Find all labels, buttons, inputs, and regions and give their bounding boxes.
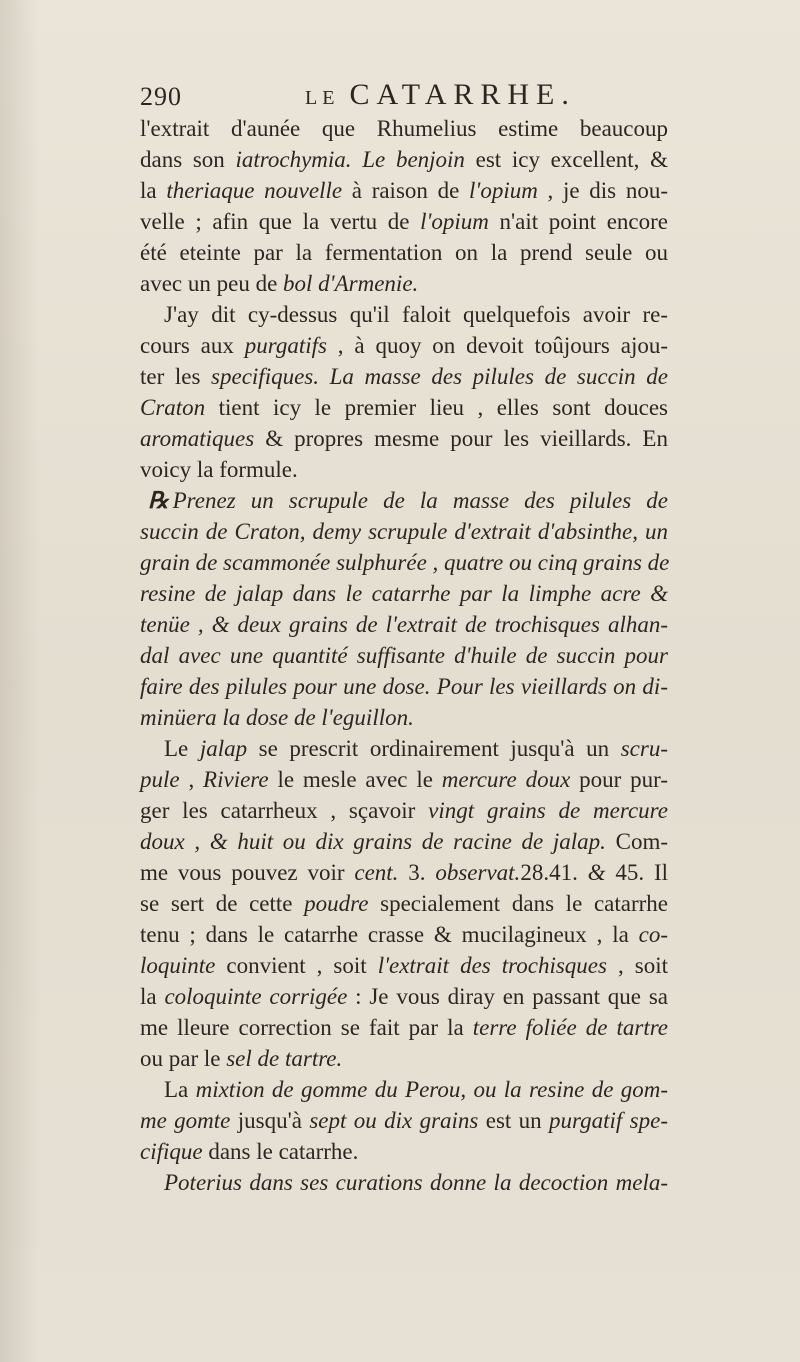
text-span: se prescrit ordinairement jusqu'à un — [247, 736, 621, 761]
text-span: voicy la formule. — [140, 457, 298, 482]
text-span: & propres mesme pour les vieillards. En — [254, 426, 668, 451]
text-line — [140, 950, 668, 981]
text-span: : Je vous diray en passant que sa — [347, 984, 668, 1009]
italic-text: terre foliée de tartre — [472, 1015, 669, 1040]
text-line — [140, 175, 668, 206]
text-line — [140, 981, 668, 1012]
text-line — [140, 795, 668, 826]
text-span: ou par le — [140, 1046, 227, 1071]
text-line — [140, 237, 668, 268]
text-line — [140, 1105, 668, 1136]
text-span — [352, 147, 363, 172]
text-line — [140, 330, 668, 361]
text-line — [140, 299, 668, 330]
text-span: la — [140, 984, 165, 1009]
italic-text: sept ou dix grains — [309, 1108, 479, 1133]
text-span: à raison de — [342, 178, 470, 203]
text-span: me vous pouvez voir — [140, 860, 355, 885]
page-body-text — [140, 113, 668, 1198]
text-span: jusqu'à — [230, 1108, 310, 1133]
italic-text: purgatifs — [244, 333, 327, 358]
text-line — [140, 733, 668, 764]
text-span: , à quoy on devoit toûjours ajou- — [326, 333, 668, 358]
text-span: cours aux — [140, 333, 245, 358]
page-number: 290 — [140, 82, 182, 111]
italic-text: dal avec une quantité suffisante d'huile de succin pour — [140, 643, 668, 668]
text-line — [140, 764, 668, 795]
italic-text: l'opium — [469, 178, 538, 203]
italic-text: Le benjoin — [362, 147, 465, 172]
text-line — [140, 1074, 668, 1105]
text-span: La — [164, 1077, 196, 1102]
text-span: dans son — [140, 147, 236, 172]
italic-text: succin de Craton, demy scrupule d'extrait d'absinthe, un — [140, 519, 668, 544]
text-span: le mesle avec le — [268, 767, 442, 792]
running-title-word: CATARRHE. — [349, 78, 576, 111]
italic-text: resine de jalap dans le catarrhe par la limphe acre & — [140, 581, 668, 606]
italic-text: aromatiques — [140, 426, 255, 451]
text-span: dans le catarrhe. — [202, 1139, 359, 1164]
text-span: été eteinte par la fermentation on la prend seule ou — [140, 240, 668, 265]
text-line — [140, 1043, 668, 1074]
text-line — [140, 454, 668, 485]
recipe-sign: ℞ — [148, 488, 169, 513]
italic-text: loquinte — [140, 953, 216, 978]
italic-text: doux , & huit ou dix grains de racine de jalap. — [140, 829, 606, 854]
italic-text: observat. — [435, 860, 521, 885]
italic-text: cent. — [354, 860, 399, 885]
italic-text: iatrochymia. — [235, 147, 352, 172]
italic-text: specifiques. La masse des pilules de succin de — [211, 364, 668, 389]
italic-text: purgatif spe- — [549, 1108, 668, 1133]
text-line — [140, 671, 668, 702]
text-span: 3. — [398, 860, 436, 885]
italic-text: co- — [638, 922, 668, 947]
text-span: l'extrait d'aunée que Rhumelius estime beaucoup — [140, 116, 668, 141]
text-span: ter les — [140, 364, 212, 389]
text-span: specialement dans le catarrhe — [368, 891, 668, 916]
text-span: 28.41. — [520, 860, 588, 885]
text-line — [140, 392, 668, 423]
italic-text: mixtion de gomme du Perou, ou la resine de gom- — [195, 1077, 668, 1102]
text-span: tient icy le premier lieu , elles sont douces — [205, 395, 668, 420]
italic-text: poudre — [304, 891, 369, 916]
text-line — [140, 1136, 668, 1167]
text-line — [140, 547, 668, 578]
text-span: ger les catarrheux , sçavoir — [140, 798, 429, 823]
text-line — [140, 609, 668, 640]
running-header — [140, 78, 660, 118]
italic-text: vingt grains de mercure — [428, 798, 668, 823]
running-title-article: LE — [305, 87, 340, 109]
italic-text: bol d'Armenie. — [283, 271, 419, 296]
text-line — [140, 144, 668, 175]
text-span: avec un peu de — [140, 271, 284, 296]
text-span: se sert de cette — [140, 891, 305, 916]
text-span: tenu ; dans le catarrhe crasse & mucilagineux , la — [140, 922, 639, 947]
italic-text: theriaque nouvelle — [166, 178, 343, 203]
text-line — [140, 113, 668, 144]
italic-text: jalap — [199, 736, 248, 761]
italic-text: & — [587, 860, 606, 885]
italic-text: me gomte — [140, 1108, 231, 1133]
text-span: Com- — [605, 829, 668, 854]
text-span: velle ; afin que la vertu de — [140, 209, 421, 234]
italic-text: cifique — [140, 1139, 203, 1164]
italic-text: minüera la dose de l'eguillon. — [140, 705, 414, 730]
italic-text: scru- — [620, 736, 668, 761]
text-line — [140, 857, 668, 888]
text-span: pour pur- — [570, 767, 668, 792]
italic-text: Riviere — [203, 767, 269, 792]
italic-text: Prenez un scrupule de la masse des pilules de — [172, 488, 668, 513]
text-span: est icy excellent, & — [464, 147, 668, 172]
text-line — [140, 361, 668, 392]
text-line — [140, 826, 668, 857]
text-line — [140, 1167, 668, 1198]
italic-text: faire des pilules pour une dose. Pour les vieillards on di- — [140, 674, 668, 699]
text-span: 45. Il — [605, 860, 669, 885]
text-line — [140, 919, 668, 950]
text-span: convient , soit — [215, 953, 378, 978]
text-span: me lleure correction se fait par la — [140, 1015, 473, 1040]
italic-text: l'extrait des trochisques — [377, 953, 607, 978]
text-line — [140, 888, 668, 919]
italic-text: l'opium — [420, 209, 489, 234]
text-line — [140, 423, 668, 454]
text-line — [140, 1012, 668, 1043]
page-shadow — [0, 0, 40, 1362]
italic-text: Poterius dans ses curations donne la decoction mela- — [164, 1170, 668, 1195]
text-line — [140, 516, 668, 547]
text-line — [140, 578, 668, 609]
italic-text: coloquinte corrigée — [164, 984, 348, 1009]
text-span: la — [140, 178, 167, 203]
text-line — [140, 485, 668, 516]
text-line — [140, 702, 668, 733]
italic-text: pule — [140, 767, 180, 792]
text-span: Le — [164, 736, 200, 761]
italic-text: mercure doux — [441, 767, 571, 792]
italic-text: Craton — [140, 395, 206, 420]
italic-text: grain de scammonée sulphurée , quatre ou cinq grains de — [140, 550, 670, 575]
italic-text: sel de tartre. — [226, 1046, 343, 1071]
text-span: est un — [478, 1108, 550, 1133]
italic-text: tenüe , & deux grains de l'extrait de trochisques alhan- — [140, 612, 668, 637]
text-span: , je dis nou- — [537, 178, 668, 203]
text-span: J'ay dit cy-dessus qu'il faloit quelquefois avoir re- — [164, 302, 668, 327]
text-span: n'ait point encore — [488, 209, 668, 234]
running-title — [305, 78, 576, 112]
text-line — [140, 206, 668, 237]
text-line — [140, 268, 668, 299]
text-line — [140, 640, 668, 671]
text-span: , — [179, 767, 204, 792]
text-span: , soit — [606, 953, 668, 978]
